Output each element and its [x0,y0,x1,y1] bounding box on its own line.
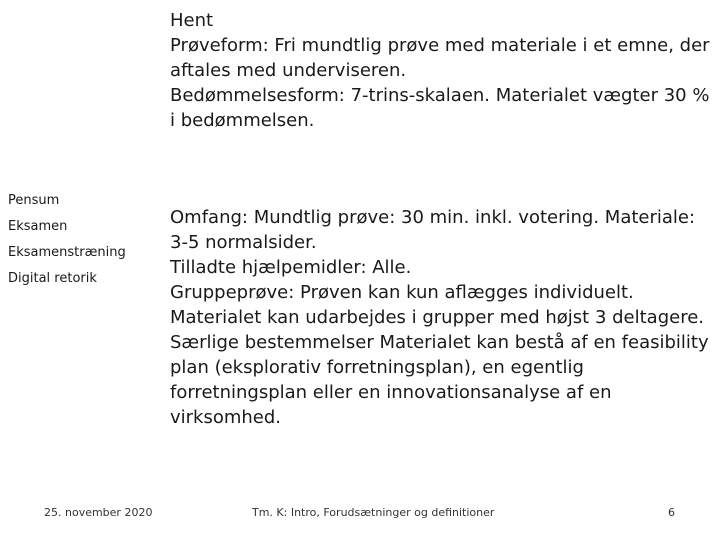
content-paragraph: Prøveform: Fri mundtlig prøve med materiale i et emne, der aftales med underviseren. [170,35,710,81]
footer-date: 25. november 2020 [44,506,153,519]
footer-title: Tm. K: Intro, Forudsætninger og definitioner [252,506,495,519]
sidebar-item-digital-retorik[interactable]: Digital retorik [8,271,97,286]
sidebar-item-eksamen[interactable]: Eksamen [8,219,68,234]
sidebar-item-pensum[interactable]: Pensum [8,193,60,208]
content-paragraph: Tilladte hjælpemidler: Alle. [170,257,412,278]
content-paragraph: Hent [170,10,214,31]
content-block-exam-form [170,8,718,133]
sidebar-nav [8,188,158,292]
content-paragraph: Omfang: Mundtlig prøve: 30 min. inkl. votering. Materiale: 3-5 normalsider. [170,207,696,253]
sidebar-item-eksamenstraening[interactable]: Eksamenstræning [8,245,126,260]
content-paragraph: Bedømmelsesform: 7-trins-skalaen. Materialet vægter 30 % i bedømmelsen. [170,85,710,131]
content-block-exam-details [170,205,718,430]
content-paragraph: Særlige bestemmelser Materialet kan bestå af en feasibility plan (eksplorativ forretningsplan), en egentlig forretningsplan eller en innovationsanalyse af en virksomhed. [170,332,709,428]
content-paragraph: Gruppeprøve: Prøven kan kun aflægges individuelt. Materialet kan udarbejdes i grupper med højst 3 deltagere. [170,282,705,328]
footer-page-number: 6 [668,506,675,519]
